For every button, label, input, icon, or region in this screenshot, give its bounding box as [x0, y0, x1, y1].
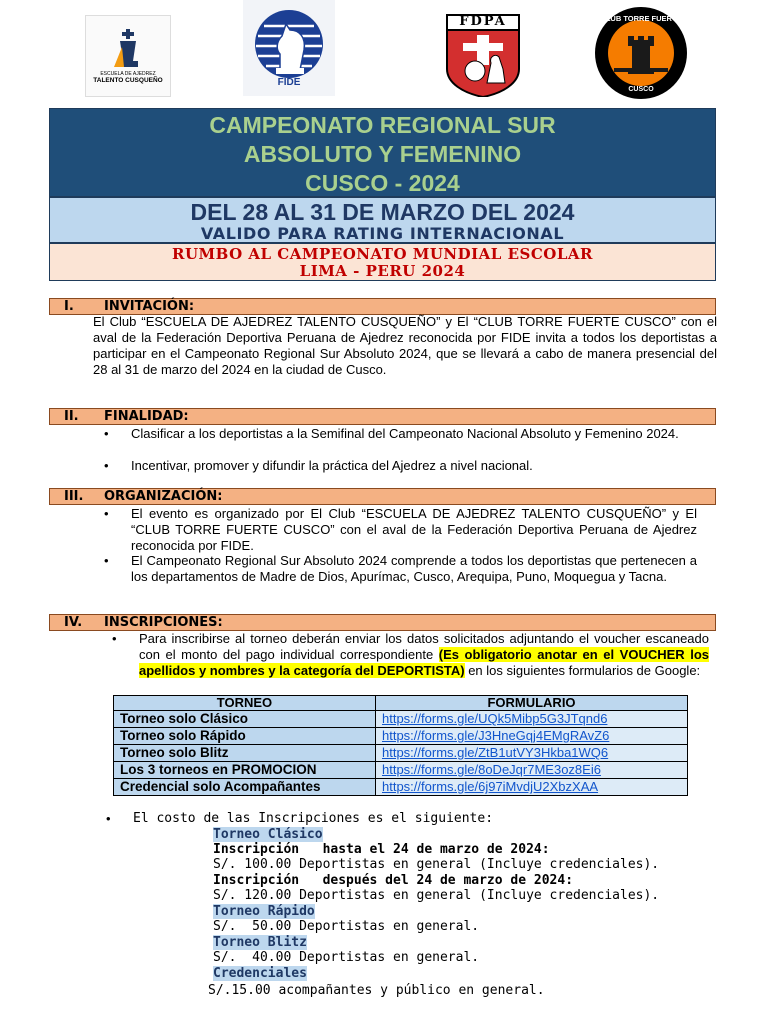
- section-header-finalidad: [49, 408, 716, 425]
- list-item: • El evento es organizado por El Club “ESCUELA DE AJEDREZ TALENTO CUSQUEÑO” y El “CLUB TORRE FUERTE CUSCO” con el aval de la Federación Deportiva Peruana de Ajedrez reconocida por FIDE.: [104, 506, 697, 553]
- inscripcion-after: en los siguientes formularios de Google:: [468, 663, 701, 678]
- form-link[interactable]: https://forms.gle/J3HneGqj4EMgRAvZ6: [382, 728, 610, 743]
- cost-heading-blitz: Torneo Blitz: [213, 935, 307, 950]
- price-2: S/. 120.00 Deportistas en general (Incluye credenciales).: [213, 888, 660, 903]
- section-header-organizacion: [49, 488, 716, 505]
- section-number: II.: [64, 409, 79, 424]
- table-row: [114, 745, 688, 762]
- section-number: I.: [64, 299, 74, 314]
- bullet-icon: •: [112, 631, 117, 646]
- price-3: S/. 50.00 Deportistas en general.: [213, 919, 480, 934]
- list-item: • Incentivar, promover y difundir la práctica del Ajedrez a nivel nacional.: [104, 458, 533, 473]
- price-4: S/. 40.00 Deportistas en general.: [213, 950, 480, 965]
- tournament-name: Credencial solo Acompañantes: [114, 779, 376, 796]
- costs-intro: El costo de las Inscripciones es el siguiente:: [133, 811, 494, 826]
- banner-title-line2: ABSOLUTO Y FEMENINO: [243, 141, 522, 167]
- torre-logo-top: CLUB TORRE FUERTE: [600, 14, 682, 23]
- banner-title-line3: CUSCO - 2024: [305, 170, 460, 196]
- tournament-name: Torneo solo Rápido: [114, 728, 376, 745]
- talento-logo-line1: ESCUELA DE AJEDREZ: [100, 71, 156, 77]
- form-link[interactable]: https://forms.gle/6j97iMvdjU2XbzXAA: [382, 779, 599, 794]
- chess-king-icon: [108, 27, 148, 71]
- section-number: III.: [64, 489, 84, 504]
- bullet-icon: •: [104, 506, 109, 521]
- rumbo-banner: [49, 243, 716, 281]
- banner-rumbo-line1: RUMBO AL CAMPEONATO MUNDIAL ESCOLAR: [172, 245, 593, 263]
- fide-logo: [243, 0, 335, 96]
- voucher-warning: (Es obligatorio anotar en el VOUCHER los apellidos y nombres y la categoría del DEPORTISTA): [139, 647, 709, 678]
- talento-logo-line2: TALENTO CUSQUEÑO: [93, 77, 163, 84]
- price-5: S/.15.00 acompañantes y público en general.: [208, 983, 545, 998]
- invitacion-paragraph: El Club “ESCUELA DE AJEDREZ TALENTO CUSQUEÑO” y El “CLUB TORRE FUERTE CUSCO” con el aval de la Federación Deportiva Peruana de Ajedrez reconocida por FIDE invita a todos los deportistas a participar en el Campeonato Regional Sur Absoluto 2024, que se llevará a cabo de manera presencial del 28 al 31 de marzo del 2024 en la ciudad de Cusco.: [93, 314, 717, 377]
- section-number: IV.: [64, 615, 83, 630]
- fide-logo-text: FIDE: [277, 77, 301, 88]
- bullet-icon: •: [104, 553, 109, 568]
- banner-title-line1: CAMPEONATO REGIONAL SUR: [209, 112, 556, 138]
- bullet-icon: •: [106, 811, 111, 826]
- dates-banner: [49, 197, 716, 243]
- banner-rating: VALIDO PARA RATING INTERNACIONAL: [200, 224, 565, 243]
- section-header-invitacion: [49, 298, 716, 315]
- section-header-inscripciones: [49, 614, 716, 631]
- banner-rumbo-line2: LIMA - PERU 2024: [299, 262, 466, 280]
- list-item: • El Campeonato Regional Sur Absoluto 2024 comprende a todos los deportistas que pertenecen a los departamentos de Madre de Dios, Apurímac, Cusco, Arequipa, Puno, Moquegua y Tacna.: [104, 553, 697, 584]
- list-item: [106, 811, 720, 827]
- list-item: • Clasificar a los deportistas a la Semifinal del Campeonato Nacional Absoluto y Femenino 2024.: [104, 426, 679, 441]
- section-title: INSCRIPCIONES:: [104, 615, 223, 630]
- section-title: FINALIDAD:: [104, 409, 189, 424]
- form-link[interactable]: https://forms.gle/8oDeJqr7ME3oz8Ei6: [382, 762, 601, 777]
- price-1: S/. 100.00 Deportistas en general (Incluye credenciales).: [213, 857, 660, 872]
- bullet-icon: •: [104, 458, 109, 473]
- form-link[interactable]: https://forms.gle/UQk5Mibp5G3JTqnd6: [382, 711, 608, 726]
- tournament-name: Torneo solo Blitz: [114, 745, 376, 762]
- table-row: [114, 728, 688, 745]
- inscripcion-deadline-1: Inscripción hasta el 24 de marzo de 2024:: [213, 842, 550, 857]
- fdpa-logo: [443, 13, 523, 97]
- cost-heading-clasico: Torneo Clásico: [213, 827, 323, 842]
- tournament-name: Torneo solo Clásico: [114, 711, 376, 728]
- table-row: [114, 779, 688, 796]
- inscripcion-deadline-2: Inscripción después del 24 de marzo de 2024:: [213, 873, 574, 888]
- banner-dates: DEL 28 AL 31 DE MARZO DEL 2024: [190, 199, 575, 225]
- talento-cusqueno-logo: [85, 15, 171, 97]
- table-row: [114, 711, 688, 728]
- form-link[interactable]: https://forms.gle/ZtB1utVY3Hkba1WQ6: [382, 745, 609, 760]
- fdpa-logo-text: FDPA: [459, 14, 507, 29]
- table-header-formulario: FORMULARIO: [376, 696, 688, 711]
- cost-heading-rapido: Torneo Rápido: [213, 904, 315, 919]
- section-title: ORGANIZACIÓN:: [104, 489, 223, 504]
- table-header-torneo: TORNEO: [114, 696, 376, 711]
- cost-heading-credenciales: Credenciales: [213, 966, 307, 981]
- list-item: [112, 631, 726, 695]
- torre-logo-bottom: CUSCO: [628, 86, 654, 93]
- title-banner: [49, 108, 716, 197]
- tournament-name: Los 3 torneos en PROMOCION: [114, 762, 376, 779]
- club-torre-fuerte-logo: [594, 6, 688, 100]
- bullet-icon: •: [104, 426, 109, 441]
- inscripcion-intro: Para inscribirse al torneo deberán enviar los datos solicitados adjuntando el voucher escaneado con el monto del pago individual correspondiente: [139, 631, 709, 662]
- table-row: [114, 762, 688, 779]
- section-title: INVITACIÓN:: [104, 299, 195, 314]
- forms-table: [113, 695, 688, 796]
